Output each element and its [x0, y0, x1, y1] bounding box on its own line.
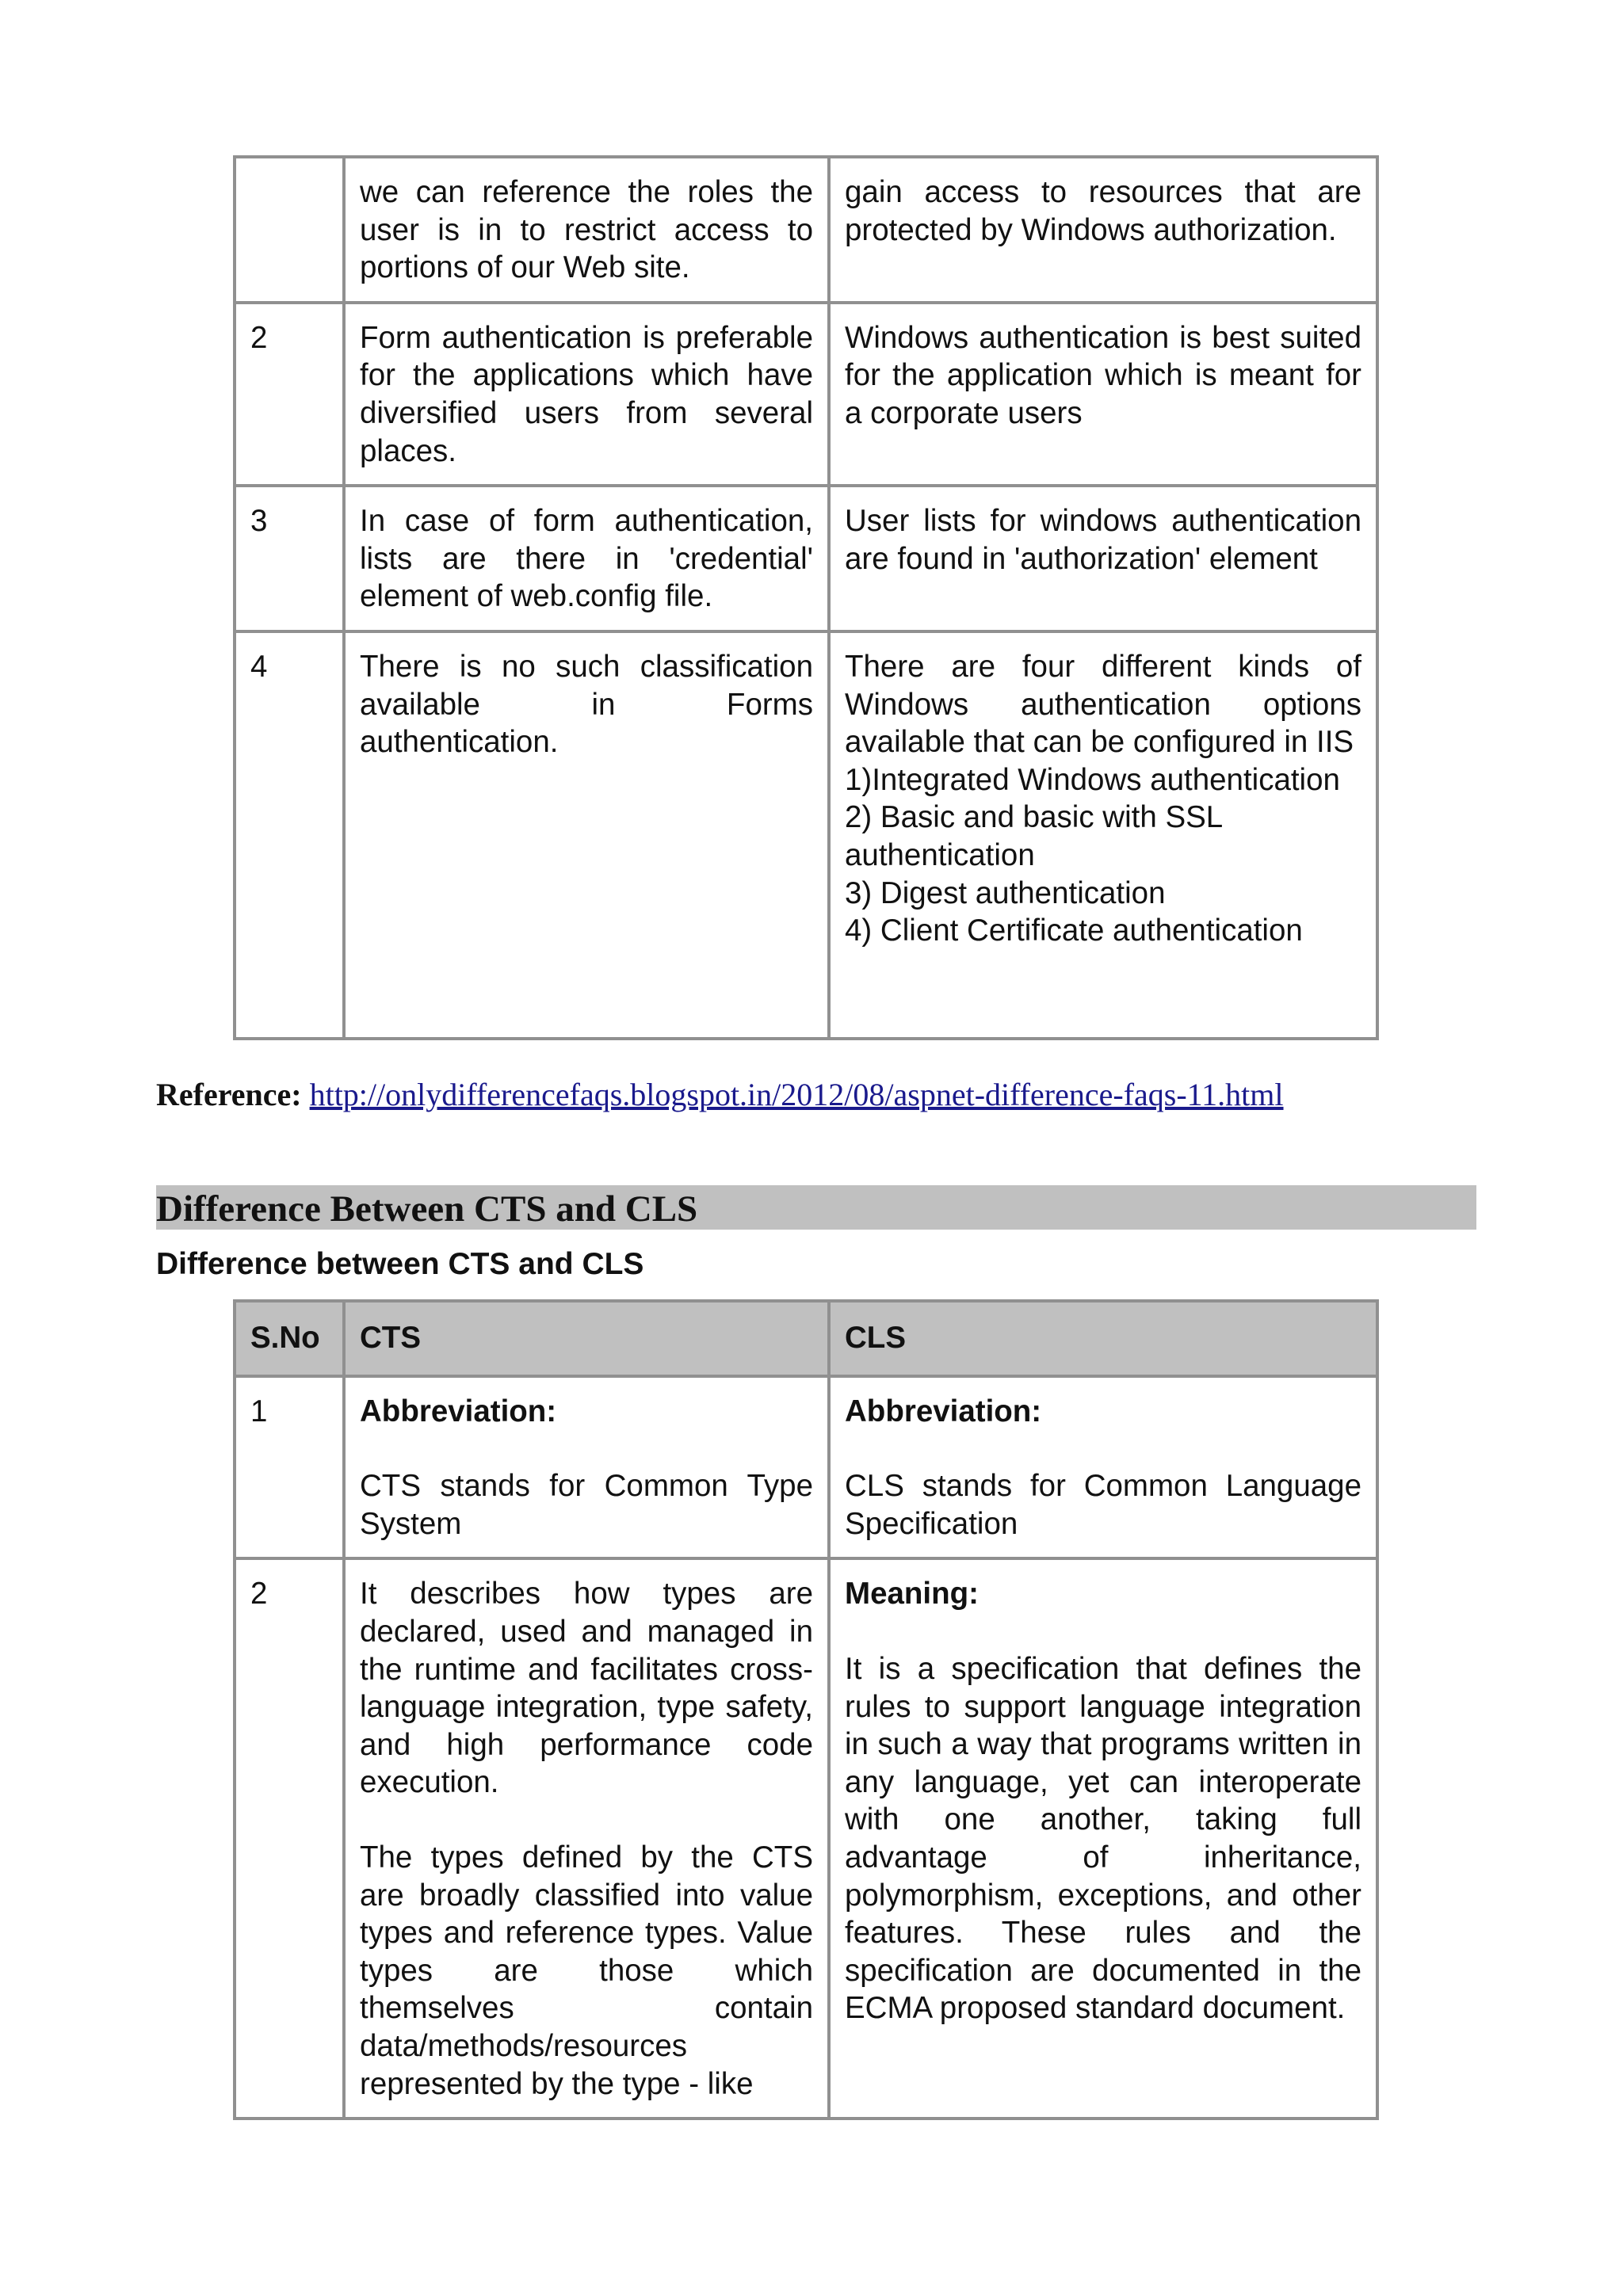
row-number: 2: [235, 1558, 344, 2119]
forms-auth-cell: we can reference the roles the user is in to restrict access to portions of our Web site.: [344, 157, 829, 303]
windows-auth-option: 2) Basic and basic with SSL authentication: [845, 800, 1222, 872]
cts-description: It describes how types are declared, used and managed in the runtime and facilitates cross-language integration, type safety, and high performance code execution.: [360, 1577, 813, 1800]
table-row: [235, 303, 1377, 486]
forms-auth-cell: In case of form authentication, lists are there in 'credential' element of web.config file.: [344, 486, 829, 631]
row-number: 2: [235, 303, 344, 486]
cts-abbreviation-title: Abbreviation:: [360, 1394, 557, 1428]
windows-auth-option: 1)Integrated Windows authentication: [845, 762, 1340, 797]
forms-vs-windows-auth-table: [233, 155, 1379, 1040]
table-row: [235, 1558, 1377, 2119]
section-heading: Difference Between CTS and CLS: [156, 1188, 698, 1230]
cls-cell: [829, 1558, 1377, 2119]
forms-auth-cell: There is no such classification available in Forms authentication.: [344, 631, 829, 1039]
column-header-cts: CTS: [344, 1301, 829, 1376]
table-header-row: [235, 1301, 1377, 1376]
windows-auth-options-intro: There are four different kinds of Windows authentication options available that can be configured in IIS: [845, 649, 1361, 760]
reference-label: Reference:: [156, 1077, 302, 1112]
windows-auth-cell: Windows authentication is best suited for the application which is meant for a corporate users: [829, 303, 1377, 486]
table-row: [235, 486, 1377, 631]
row-number: 1: [235, 1376, 344, 1559]
cls-meaning-text: It is a specification that defines the rules to support language integration in such a way that programs written in any language, yet can interoperate with one another, taking full advantage of inheritance, polymorphism, exceptions, and other features. These rules and the specification are documented in the ECMA proposed standard document.: [845, 1651, 1361, 2026]
table-caption: Difference between CTS and CLS: [156, 1247, 644, 1281]
column-header-sno: S.No: [235, 1301, 344, 1376]
reference-line: [156, 1075, 1284, 1115]
windows-auth-cell: gain access to resources that are protected by Windows authorization.: [829, 157, 1377, 303]
windows-auth-cell: User lists for windows authentication are found in 'authorization' element: [829, 486, 1377, 631]
cls-abbreviation-text: CLS stands for Common Language Specification: [845, 1469, 1361, 1541]
cls-abbreviation-title: Abbreviation:: [845, 1394, 1042, 1428]
cts-cell: [344, 1558, 829, 2119]
table-row: [235, 1376, 1377, 1559]
row-number: [235, 157, 344, 303]
cts-cell: [344, 1376, 829, 1559]
column-header-cls: CLS: [829, 1301, 1377, 1376]
forms-auth-cell: Form authentication is preferable for the applications which have diversified users from several places.: [344, 303, 829, 486]
windows-auth-option: 4) Client Certificate authentication: [845, 913, 1303, 948]
cts-types-description: The types defined by the CTS are broadly classified into value types and reference types. Value types are those which themselves contain data/methods/resources represented by the type - like: [360, 1840, 813, 2101]
row-number: 4: [235, 631, 344, 1039]
cls-meaning-title: Meaning:: [845, 1577, 979, 1611]
row-number: 3: [235, 486, 344, 631]
table-row: [235, 631, 1377, 1039]
windows-auth-option: 3) Digest authentication: [845, 875, 1166, 910]
reference-link[interactable]: http://onlydifferencefaqs.blogspot.in/2012/08/aspnet-difference-faqs-11.html: [309, 1077, 1284, 1112]
windows-auth-cell: [829, 631, 1377, 1039]
cls-cell: [829, 1376, 1377, 1559]
cts-vs-cls-table: [233, 1299, 1379, 2120]
cts-abbreviation-text: CTS stands for Common Type System: [360, 1469, 813, 1541]
table-row: [235, 157, 1377, 303]
